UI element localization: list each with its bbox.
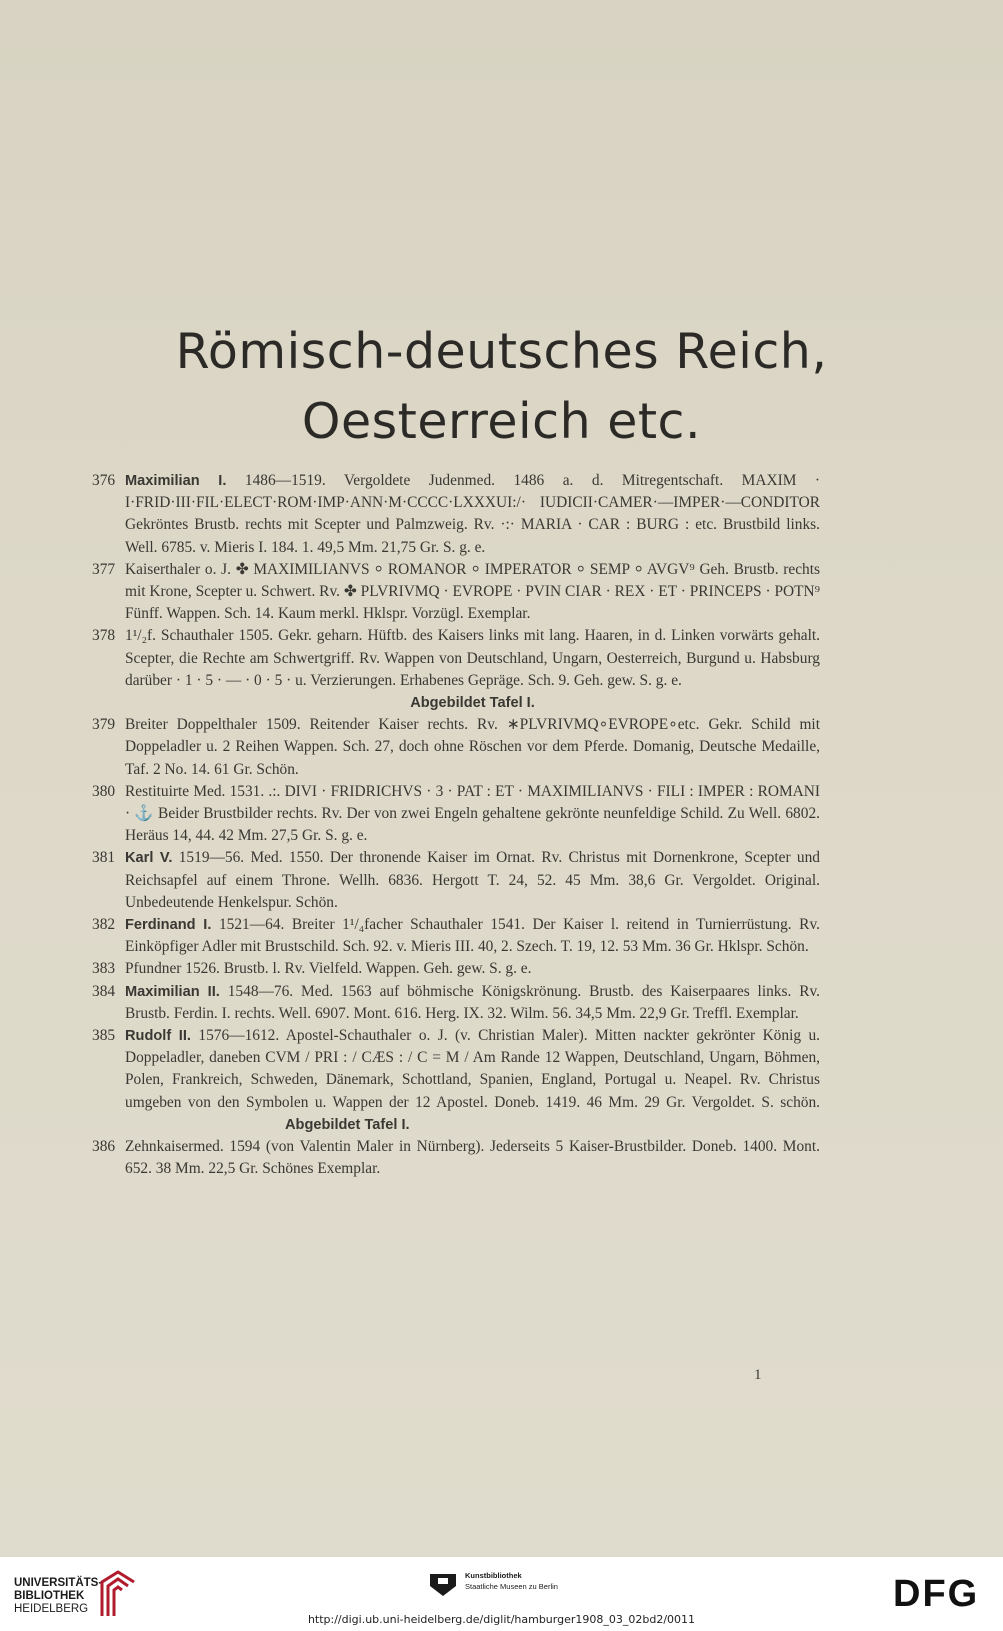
dfg-logo[interactable] <box>893 1574 983 1610</box>
plate-reference: Abgebildet Tafel I. <box>285 1116 410 1133</box>
entry-description: Breiter Doppelthaler 1509. Reitender Kaiser rechts. Rv. ∗PLVRIVMQ∘EVROPE∘etc. Gekr. Schild mit Doppeladler u. 2 Reihen Wappen. Sch. 27, doch ohne Röschen vor dem Pferde. Domanig, Deutsche Medaille, Taf. 2 No. 14. 61 Gr. Schön. <box>125 716 820 778</box>
entry-description: 1¹/₂f. Schauthaler 1505. Gekr. geharn. Hüftb. des Kaisers links mit lang. Haaren, in d. Linken vorwärts gehalt. Scepter, die Rechte am Schwertgriff. Rv. Wappen von Deutschland, Ungarn, Oesterreich, Burgund u. Habsburg darüber · 1 · 5 · — · 0 · 5 · u. Verzierungen. Erhabenes Gepräge. Sch. 9. Geh. gew. S. g. e. <box>125 627 820 689</box>
page-number: 1 <box>754 1367 762 1383</box>
entry-number: 385 <box>92 1027 116 1045</box>
entry-number: 380 <box>92 782 116 800</box>
page-title-line-2: Oesterreich etc. <box>301 393 702 450</box>
catalog-entry <box>92 914 820 958</box>
catalog-entry <box>92 1136 820 1180</box>
source-url-link[interactable]: http://digi.ub.uni-heidelberg.de/diglit/hamburger1908_03_02bd2/0011 <box>307 1613 696 1626</box>
catalog-entry <box>92 981 820 1025</box>
catalog-entry <box>92 1025 820 1136</box>
entry-ruler: Rudolf II. <box>125 1028 191 1045</box>
plate-reference: Abgebildet Tafel I. <box>410 695 535 712</box>
page-title-line-1: Römisch-deutsches Reich, <box>175 323 828 380</box>
heidelberg-library-logo[interactable] <box>14 1577 102 1616</box>
catalog-entry <box>92 781 820 848</box>
entry-ruler: Karl V. <box>125 850 173 867</box>
logo-text-line: BIBLIOTHEK <box>14 1590 85 1602</box>
kunstbibliothek-name: Kunstbibliothek <box>465 1571 522 1580</box>
entry-number: 386 <box>92 1138 116 1156</box>
entry-description: 1521—64. Breiter 1¹/₄facher Schauthaler 1541. Der Kaiser l. reitend in Turnierrüstung. Rv. Einköpfiger Adler mit Brustschild. Sch. 92. v. Mieris III. 40, 2. Szech. T. 19, 12. 53 Mm. 36 Gr. Hklspr. Schön. <box>125 916 820 956</box>
entry-description: Zehnkaisermed. 1594 (von Valentin Maler in Nürnberg). Jederseits 5 Kaiser-Brustbilder. Doneb. 1400. Mont. 652. 38 Mm. 22,5 Gr. Schönes Exemplar. <box>125 1138 820 1178</box>
kunstbibliothek-logo-icon <box>428 1570 458 1598</box>
entry-description: Restituirte Med. 1531. .:. DIVI · FRIDRICHVS · 3 · PAT : ET · MAXIMILIANVS · FILI : IMPER : ROMANI · ⚓ Beider Brustbilder rechts. Rv. Der von zwei Engeln gehaltene gekrönte neunfeldige Schild. Zu Well. 6802. Heräus 14, 44. 42 Mm. 27,5 Gr. S. g. e. <box>125 782 820 845</box>
entry-description: Pfundner 1526. Brustb. l. Rv. Vielfeld. Wappen. Geh. gew. S. g. e. <box>125 960 532 978</box>
dfg-logo-text: DFG <box>893 1574 980 1610</box>
catalog-entry <box>92 714 820 781</box>
entry-description: Kaiserthaler o. J. ✤ MAXIMILIANVS ⸰ ROMANOR ⸰ IMPERATOR ⸰ SEMP ⸰ AVGV⁹ Geh. Brustb. rechts mit Krone, Scepter u. Schwert. Rv. ✤ PLVRIVMQ · EVROPE · PVIN CIAR · REX · ET · PRINCEPS · POTN⁹ Fünff. Wappen. Sch. 14. Kaum merkl. Hklspr. Vorzügl. Exemplar. <box>125 560 820 623</box>
entry-description: 1519—56. Med. 1550. Der thronende Kaiser im Ornat. Rv. Christus mit Dornenkrone, Scepter und Reichsapfel auf einem Throne. Wellh. 6836. Hergott T. 24, 52. 45 Mm. 38,6 Gr. Vergoldet. Original. Unbedeutende Henkelspur. Schön. <box>125 849 820 911</box>
catalog-entries <box>92 470 820 1181</box>
catalog-entry <box>92 625 820 714</box>
kunstbibliothek-label[interactable] <box>465 1570 558 1592</box>
entry-ruler: Maximilian I. <box>125 473 227 489</box>
entry-number: 384 <box>92 982 116 1000</box>
entry-ruler: Ferdinand I. <box>125 917 212 934</box>
catalog-entry <box>92 847 820 914</box>
kunstbibliothek-institution: Staatliche Museen zu Berlin <box>465 1582 558 1591</box>
entry-number: 379 <box>92 716 116 734</box>
catalog-entry <box>92 470 820 559</box>
entry-number: 378 <box>92 627 116 645</box>
heidelberg-library-mark-icon <box>96 1568 138 1618</box>
entry-number: 376 <box>92 472 116 489</box>
entry-number: 377 <box>92 560 116 578</box>
entry-ruler: Maximilian II. <box>125 983 220 1000</box>
entry-description: 1486—1519. Vergoldete Judenmed. 1486 a. d. Mitregentschaft. MAXIM · I·FRID·III·FIL·ELECT·ROM·IMP·ANN·M·CCCC·LXXXUI:/· IUDICII·CAMER·—IMPER·—CONDITOR Gekröntes Brustb. rechts mit Scepter und Palmzweig. Rv. ·:· MARIA · CAR : BURG : etc. Brustbild links. Well. 6785. v. Mieris I. 184. 1. 49,5 Mm. 21,75 Gr. S. g. e. <box>125 472 820 556</box>
entry-number: 382 <box>92 916 116 934</box>
catalog-entry <box>92 559 820 626</box>
entry-description: 1548—76. Med. 1563 auf böhmische Königskrönung. Brustb. des Kaiserpaares links. Rv. Brustb. Ferdin. I. rechts. Well. 6907. Mont. 616. Herg. IX. 32. Wilm. 56. 34,5 Mm. 22,9 Gr. Treffl. Exemplar. <box>125 982 821 1022</box>
entry-number: 383 <box>92 960 116 978</box>
catalog-entry <box>92 958 820 980</box>
logo-text-line: HEIDELBERG <box>14 1603 89 1615</box>
entry-description: 1576—1612. Apostel-Schauthaler o. J. (v. Christian Maler). Mitten nackter gekrönter König u. Doppeladler, daneben CVM / PRI : / CÆS : / C = M / Am Rande 12 Wappen, Deutschland, Ungarn, Böhmen, Polen, Frankreich, Schweden, Dänemark, Schottland, Spanien, England, Portugal u. Neapel. Rv. Christus umgeben von den Symbolen u. Wappen der 12 Apostel. Doneb. 1419. 46 Mm. 29 Gr. Vergoldet. S. schön. <box>125 1027 820 1111</box>
logo-text-line: UNIVERSITÄTS- <box>14 1577 103 1589</box>
entry-number: 381 <box>92 849 116 867</box>
